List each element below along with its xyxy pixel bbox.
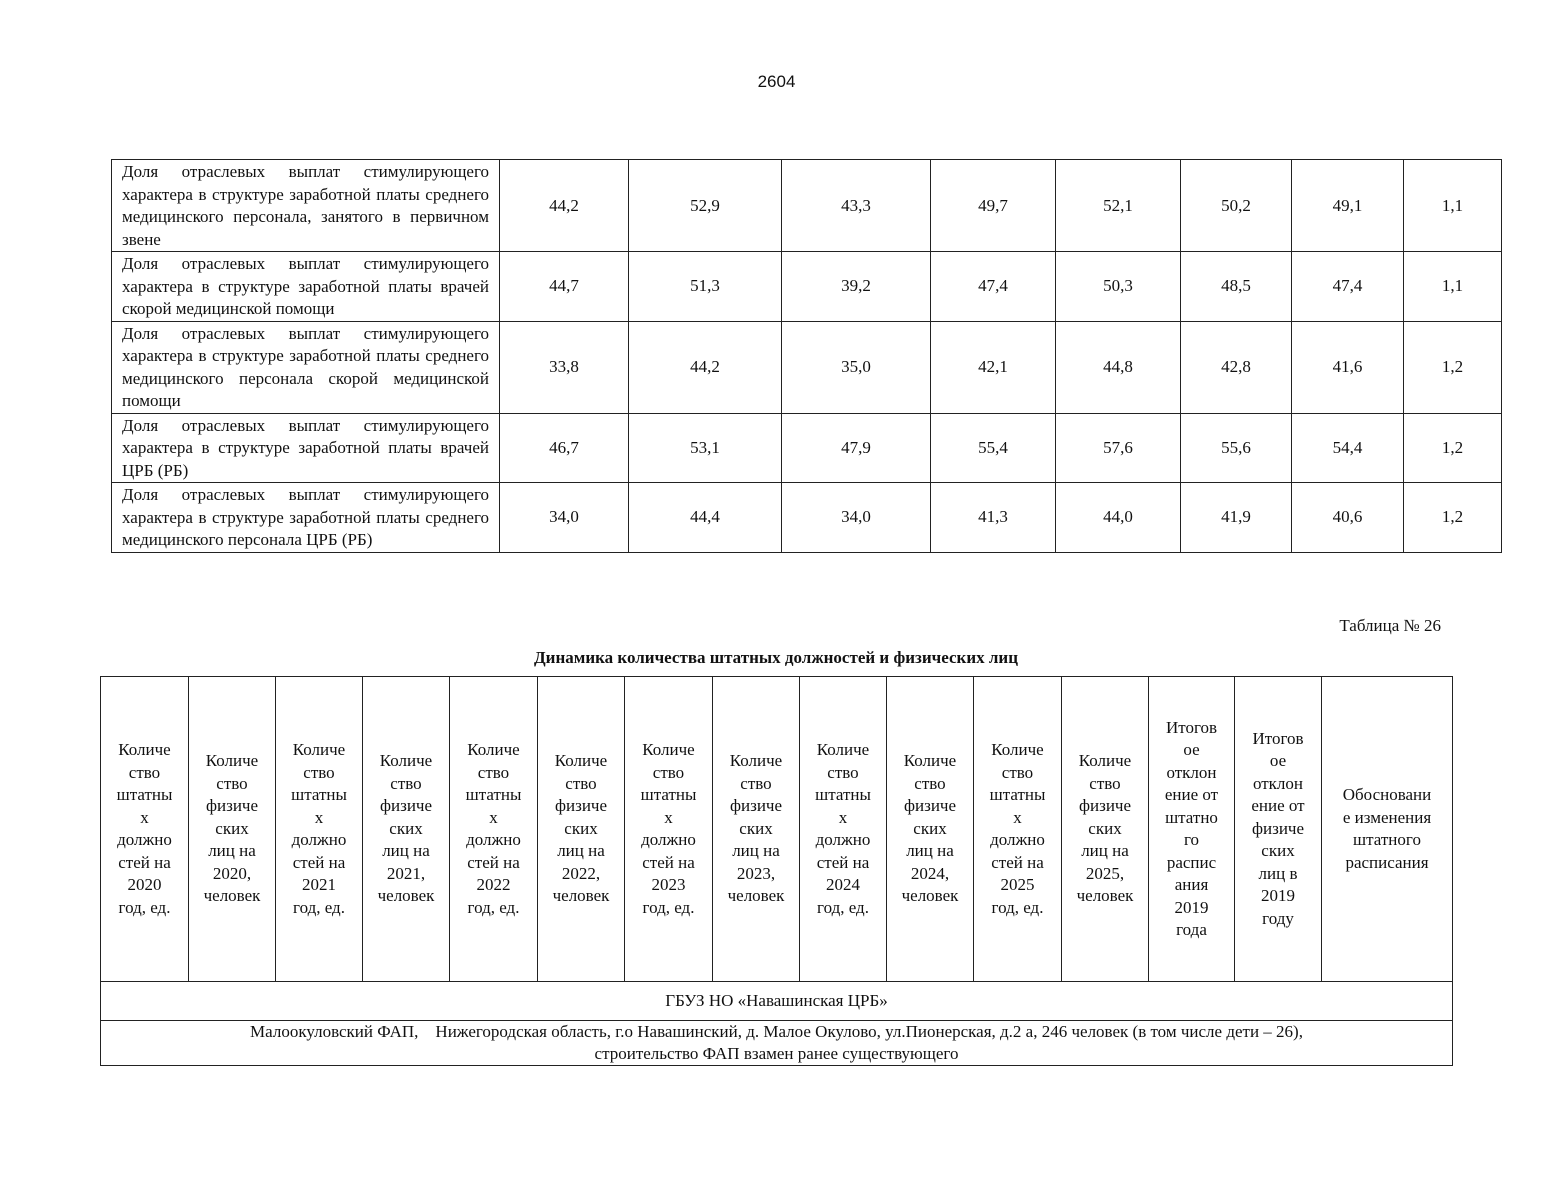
header-line: ство: [390, 773, 422, 793]
header-line: стей на: [292, 852, 346, 872]
column-header: [1322, 677, 1453, 982]
header-line: расписания: [1345, 852, 1429, 872]
header-line: год, ед.: [991, 897, 1044, 917]
header-line: Количе: [292, 740, 346, 759]
column-header: [887, 677, 974, 982]
table-row: [112, 252, 1502, 322]
value-cell: 55,6: [1181, 413, 1292, 483]
header-line: ство: [740, 773, 772, 793]
value-cell: 33,8: [500, 321, 629, 413]
header-line: Количе: [642, 740, 695, 759]
description-line: характера в структуре заработной платы: [122, 507, 420, 527]
header-line: должно: [641, 830, 696, 849]
header-line: х: [489, 807, 498, 827]
header-line: физиче: [903, 796, 957, 816]
header-line: год, ед.: [642, 897, 695, 917]
header-line: отклон: [1252, 773, 1304, 793]
header-line: должно: [466, 830, 521, 849]
value-cell: 52,1: [1056, 160, 1181, 252]
header-row: [101, 677, 1453, 982]
value-cell: 40,6: [1292, 483, 1404, 553]
description-line: характера в структуре заработной платы: [122, 438, 432, 457]
description-line: медицинской помощи: [122, 368, 489, 410]
header-line: 2020,: [212, 863, 252, 883]
header-line: 2024: [826, 875, 860, 894]
column-header: [974, 677, 1062, 982]
header-line: год, ед.: [817, 897, 869, 917]
header-line: должно: [815, 830, 871, 849]
header-line: Обосновани: [1342, 785, 1432, 804]
value-cell: 39,2: [782, 252, 931, 322]
header-line: 2019: [1261, 886, 1295, 906]
header-line: ских: [1088, 818, 1122, 838]
header-line: х: [838, 807, 848, 827]
column-header: [800, 677, 887, 982]
header-line: ских: [564, 818, 598, 838]
header-line: 2020: [127, 875, 162, 894]
column-header: [101, 677, 189, 982]
salary-share-table: [111, 159, 1502, 553]
indicator-description: [112, 252, 500, 322]
header-line: ение от: [1164, 785, 1219, 804]
header-line: ство: [565, 773, 597, 793]
header-line: штатны: [291, 785, 347, 804]
header-line: год, ед.: [293, 897, 345, 917]
header-line: 2021: [302, 875, 336, 894]
description-line: занятого в первичном звене: [122, 207, 489, 249]
table-number: Таблица № 26: [1339, 616, 1441, 635]
header-line: должно: [117, 830, 172, 849]
value-cell: 34,0: [782, 483, 931, 553]
header-line: штатно: [1165, 807, 1218, 827]
header-line: ое: [1269, 751, 1287, 771]
staff-dynamics-table: [100, 676, 1453, 1066]
header-line: 2024,: [910, 863, 950, 883]
facility-line: Малоокуловский ФАП, Нижегородская область, г.о Навашинский, д. Малое Окулово, ул.Пионерская, д.2 а, 246 человек (в том числе дети – 26),: [250, 1022, 1303, 1041]
header-line: штатны: [989, 785, 1046, 804]
header-line: Итогов: [1252, 728, 1304, 748]
header-line: лиц на: [382, 841, 430, 861]
header-line: штатны: [815, 785, 871, 804]
header-line: Количе: [729, 751, 783, 771]
description-line: Доля отраслевых выплат стимулирующего: [122, 415, 489, 435]
value-cell: 47,4: [931, 252, 1056, 322]
header-line: стей на: [816, 852, 870, 872]
header-line: 2023,: [736, 863, 776, 883]
header-line: ских: [739, 818, 773, 838]
description-line: Доля отраслевых выплат стимулирующего: [122, 162, 489, 181]
header-line: года: [1176, 920, 1207, 939]
description-line: среднего медицинского персонала,: [122, 184, 490, 226]
facility-line: строительство ФАП взамен ранее существующего: [594, 1044, 959, 1063]
value-cell: 44,8: [1056, 321, 1181, 413]
header-line: физиче: [729, 796, 783, 816]
column-header: [1235, 677, 1322, 982]
header-line: человек: [727, 886, 785, 906]
organization-row: [101, 982, 1453, 1021]
header-line: 2025: [1000, 875, 1035, 894]
header-line: Количе: [379, 751, 433, 771]
header-line: го: [1183, 830, 1200, 849]
value-cell: 41,6: [1292, 321, 1404, 413]
header-line: Количе: [205, 751, 259, 771]
header-line: ских: [1261, 841, 1295, 861]
facility-row: [101, 1021, 1453, 1066]
column-header: [1062, 677, 1149, 982]
value-cell: 35,0: [782, 321, 931, 413]
header-line: штатны: [465, 785, 522, 804]
header-line: ство: [303, 762, 335, 782]
header-line: лиц на: [557, 841, 605, 861]
header-line: лиц на: [906, 841, 954, 861]
header-line: Количе: [1078, 751, 1132, 771]
value-cell: 1,1: [1404, 252, 1502, 322]
header-line: год, ед.: [118, 897, 171, 917]
header-line: физиче: [1078, 796, 1132, 816]
header-line: Итогов: [1165, 717, 1218, 737]
value-cell: 49,1: [1292, 160, 1404, 252]
header-line: ство: [216, 773, 248, 793]
value-cell: 44,2: [500, 160, 629, 252]
header-line: физиче: [554, 796, 608, 816]
header-line: Количе: [991, 740, 1044, 759]
header-line: физиче: [205, 796, 259, 816]
table-row: [112, 160, 1502, 252]
value-cell: 47,9: [782, 413, 931, 483]
header-line: штатны: [116, 785, 173, 804]
header-line: ских: [389, 818, 423, 838]
header-line: 2021,: [386, 863, 426, 883]
description-line: характера в структуре заработной платы: [122, 184, 420, 204]
indicator-description: [112, 483, 500, 553]
header-line: 2019: [1174, 897, 1209, 917]
column-header: [363, 677, 450, 982]
value-cell: 41,3: [931, 483, 1056, 553]
header-line: Количе: [467, 740, 520, 759]
header-line: штатны: [640, 785, 697, 804]
page-number: 2604: [757, 72, 796, 91]
header-line: ство: [914, 773, 946, 793]
organization-name: ГБУЗ НО «Навашинская ЦРБ»: [101, 982, 1453, 1021]
header-line: 2022,: [561, 863, 601, 883]
description-line: врачей ЦРБ (РБ): [122, 438, 489, 480]
header-line: ение от: [1251, 796, 1305, 816]
value-cell: 1,2: [1404, 413, 1502, 483]
column-header: [625, 677, 713, 982]
header-line: физиче: [1251, 818, 1305, 838]
value-cell: 43,3: [782, 160, 931, 252]
column-header: [189, 677, 276, 982]
header-line: Количе: [554, 751, 608, 771]
header-line: ство: [128, 762, 161, 782]
description-line: характера в структуре заработной платы: [122, 276, 432, 296]
value-cell: 1,2: [1404, 321, 1502, 413]
header-line: 2025,: [1085, 863, 1125, 883]
value-cell: 47,4: [1292, 252, 1404, 322]
column-header: [1149, 677, 1235, 982]
value-cell: 54,4: [1292, 413, 1404, 483]
header-line: человек: [1076, 886, 1134, 906]
header-line: 2023: [651, 875, 686, 894]
header-line: должно: [291, 830, 347, 849]
header-line: стей на: [991, 852, 1044, 872]
header-line: х: [314, 807, 324, 827]
header-line: стей на: [642, 852, 695, 872]
indicator-description: [112, 321, 500, 413]
header-line: году: [1262, 908, 1294, 928]
header-line: стей на: [118, 852, 171, 872]
header-line: Количе: [118, 740, 171, 759]
value-cell: 51,3: [629, 252, 782, 322]
column-header: [276, 677, 363, 982]
value-cell: 52,9: [629, 160, 782, 252]
header-line: распис: [1166, 852, 1217, 872]
value-cell: 49,7: [931, 160, 1056, 252]
facility-description: [101, 1021, 1453, 1066]
value-cell: 53,1: [629, 413, 782, 483]
description-line: врачей скорой медицинской помощи: [122, 276, 489, 318]
header-line: ое: [1183, 740, 1200, 759]
header-line: человек: [901, 886, 959, 906]
value-cell: 42,8: [1181, 321, 1292, 413]
value-cell: 55,4: [931, 413, 1056, 483]
header-line: лиц на: [1081, 841, 1129, 861]
value-cell: 1,1: [1404, 160, 1502, 252]
indicator-description: [112, 413, 500, 483]
header-line: ство: [1001, 762, 1034, 782]
value-cell: 41,9: [1181, 483, 1292, 553]
header-line: человек: [203, 886, 261, 906]
header-line: Количе: [903, 751, 957, 771]
header-line: должно: [990, 830, 1045, 849]
header-line: лиц на: [732, 841, 780, 861]
header-line: отклон: [1166, 762, 1217, 782]
header-line: ство: [1089, 773, 1121, 793]
value-cell: 44,4: [629, 483, 782, 553]
table-row: [112, 321, 1502, 413]
header-line: ских: [913, 818, 947, 838]
header-line: человек: [552, 886, 610, 906]
header-line: ания: [1174, 875, 1209, 894]
column-header: [538, 677, 625, 982]
header-line: Количе: [816, 740, 870, 759]
value-cell: 44,0: [1056, 483, 1181, 553]
header-line: е изменения: [1342, 807, 1432, 827]
header-line: ство: [652, 762, 685, 782]
header-line: х: [664, 807, 673, 827]
value-cell: 44,7: [500, 252, 629, 322]
column-header: [450, 677, 538, 982]
header-line: год, ед.: [467, 897, 520, 917]
value-cell: 44,2: [629, 321, 782, 413]
value-cell: 34,0: [500, 483, 629, 553]
header-line: физиче: [379, 796, 433, 816]
value-cell: 48,5: [1181, 252, 1292, 322]
header-line: ство: [827, 762, 859, 782]
value-cell: 50,3: [1056, 252, 1181, 322]
header-line: штатного: [1353, 830, 1421, 849]
description-line: характера в структуре заработной платы: [122, 346, 420, 365]
value-cell: 46,7: [500, 413, 629, 483]
value-cell: 1,2: [1404, 483, 1502, 553]
header-line: человек: [377, 886, 435, 906]
table-row: [112, 413, 1502, 483]
table-row: [112, 483, 1502, 553]
header-line: х: [1013, 807, 1022, 827]
column-header: [713, 677, 800, 982]
header-line: ских: [215, 818, 249, 838]
value-cell: 42,1: [931, 321, 1056, 413]
header-line: 2022: [476, 875, 511, 894]
header-line: стей на: [467, 852, 520, 872]
header-line: х: [140, 807, 149, 827]
description-line: Доля отраслевых выплат стимулирующего: [122, 323, 489, 343]
table-title: Динамика количества штатных должностей и физических лиц: [533, 648, 1019, 667]
description-line: Доля отраслевых выплат стимулирующего: [122, 485, 489, 504]
header-line: лиц на: [208, 841, 256, 861]
value-cell: 50,2: [1181, 160, 1292, 252]
header-line: лиц в: [1258, 863, 1298, 883]
indicator-description: [112, 160, 500, 252]
description-line: Доля отраслевых выплат стимулирующего: [122, 254, 489, 273]
value-cell: 57,6: [1056, 413, 1181, 483]
header-line: ство: [477, 762, 510, 782]
description-line: среднего медицинского персонала ЦРБ (РБ): [122, 507, 490, 549]
description-line: среднего медицинского персонала скорой: [122, 346, 490, 388]
